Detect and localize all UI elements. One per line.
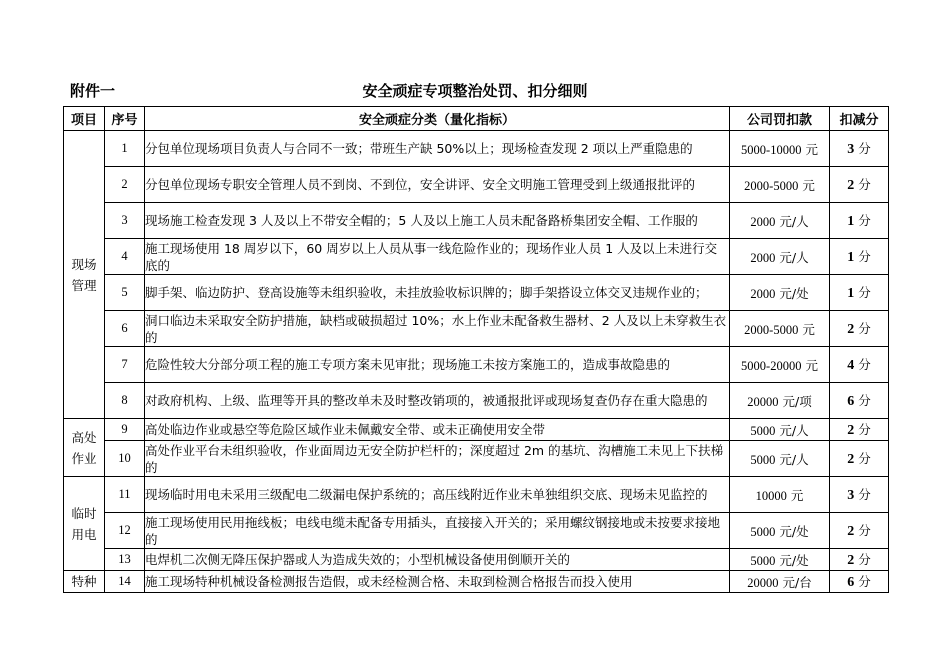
deduction-unit: 分	[858, 177, 871, 192]
deduction-points: 4	[847, 358, 855, 373]
category-line: 作业	[71, 450, 97, 466]
category-line: 用电	[71, 526, 97, 542]
deduction-unit: 分	[858, 141, 871, 156]
row-description: 对政府机构、上级、监理等开具的整改单未及时整改销项的，被通报批评或现场复查仍存在重大隐患的	[145, 383, 730, 419]
deduction-unit: 分	[858, 552, 871, 567]
row-deduction	[830, 167, 889, 203]
table-row	[64, 571, 889, 593]
row-description: 高处作业平台未组织验收，作业面周边无安全防护栏杆的；深度超过 2m 的基坑、沟槽施工未见上下扶梯的	[145, 441, 730, 477]
penalty-amount: 2000	[750, 286, 776, 301]
table-row	[64, 167, 889, 203]
penalty-unit: 元/项	[782, 393, 812, 409]
deduction-unit: 分	[858, 523, 871, 538]
penalty-amount: 2000	[750, 250, 776, 265]
penalty-amount: 5000	[750, 452, 776, 467]
penalty-unit: 元/台	[782, 574, 812, 590]
row-penalty	[730, 477, 830, 513]
row-description: 电焊机二次侧无降压保护器或人为造成失效的；小型机械设备使用倒顺开关的	[145, 549, 730, 571]
row-number: 3	[105, 203, 145, 239]
penalty-amount: 20000	[747, 394, 779, 409]
deduction-points: 2	[847, 322, 855, 337]
penalty-unit: 元/处	[779, 285, 809, 301]
table-row	[64, 513, 889, 549]
deduction-points: 3	[847, 142, 855, 157]
row-deduction	[830, 275, 889, 311]
header-row	[64, 107, 889, 131]
deduction-points: 2	[847, 178, 855, 193]
document-title: 安全顽症专项整治处罚、扣分细则	[362, 82, 588, 100]
category-site-management	[64, 131, 105, 419]
deduction-points: 1	[847, 214, 855, 229]
row-number: 10	[105, 441, 145, 477]
row-number: 5	[105, 275, 145, 311]
row-number: 11	[105, 477, 145, 513]
category-line: 管理	[71, 277, 97, 293]
row-penalty	[730, 275, 830, 311]
row-penalty	[730, 239, 830, 275]
deduction-points: 6	[847, 394, 855, 409]
deduction-points: 1	[847, 286, 855, 301]
row-number: 12	[105, 513, 145, 549]
header-penalty: 公司罚扣款	[730, 107, 830, 131]
table-row	[64, 347, 889, 383]
row-description: 脚手架、临边防护、登高设施等未组织验收，未挂放验收标识牌的；脚手架搭设立体交叉违规作业的；	[145, 275, 730, 311]
penalty-amount: 2000-5000	[744, 322, 799, 337]
row-number: 2	[105, 167, 145, 203]
row-number: 13	[105, 549, 145, 571]
deduction-points: 2	[847, 423, 855, 438]
table-row	[64, 383, 889, 419]
penalty-unit: 元	[802, 321, 815, 337]
header-description: 安全顽症分类（量化指标）	[145, 107, 730, 131]
category-special-equipment	[64, 571, 105, 593]
row-number: 1	[105, 131, 145, 167]
row-penalty	[730, 441, 830, 477]
penalty-amount: 5000-10000	[741, 142, 802, 157]
row-number: 8	[105, 383, 145, 419]
deduction-unit: 分	[858, 487, 871, 502]
row-number: 14	[105, 571, 145, 593]
table-row	[64, 549, 889, 571]
row-penalty	[730, 571, 830, 593]
header-category: 项目	[64, 107, 105, 131]
category-line: 临时	[71, 505, 97, 521]
row-deduction	[830, 477, 889, 513]
table-row	[64, 275, 889, 311]
row-description: 分包单位现场项目负责人与合同不一致；带班生产缺 50%以上；现场检查发现 2 项以上严重隐患的	[145, 131, 730, 167]
category-line: 现场	[71, 256, 97, 272]
penalty-amount: 5000	[750, 553, 776, 568]
deduction-points: 2	[847, 524, 855, 539]
deduction-points: 2	[847, 553, 855, 568]
deduction-unit: 分	[858, 213, 871, 228]
category-line: 特种	[71, 574, 97, 589]
penalty-amount: 2000-5000	[744, 178, 799, 193]
row-deduction	[830, 203, 889, 239]
row-deduction	[830, 549, 889, 571]
penalty-amount: 5000	[750, 524, 776, 539]
row-deduction	[830, 513, 889, 549]
row-description: 高处临边作业或悬空等危险区域作业未佩戴安全带、或未正确使用安全带	[145, 419, 730, 441]
penalty-unit: 元	[790, 487, 804, 503]
row-penalty	[730, 347, 830, 383]
row-penalty	[730, 513, 830, 549]
penalty-unit: 元/处	[779, 523, 809, 539]
penalty-amount: 5000-20000	[741, 358, 802, 373]
deduction-unit: 分	[858, 321, 871, 336]
table-row	[64, 239, 889, 275]
deduction-points: 3	[847, 488, 855, 503]
penalty-table	[63, 106, 889, 593]
deduction-unit: 分	[858, 357, 871, 372]
row-deduction	[830, 347, 889, 383]
deduction-unit: 分	[858, 574, 871, 589]
row-penalty	[730, 311, 830, 347]
deduction-unit: 分	[858, 451, 871, 466]
row-description: 危险性较大分部分项工程的施工专项方案未见审批；现场施工未按方案施工的，造成事故隐患的	[145, 347, 730, 383]
table-row	[64, 131, 889, 167]
row-deduction	[830, 239, 889, 275]
table-row	[64, 477, 889, 513]
table-row	[64, 311, 889, 347]
table-row	[64, 203, 889, 239]
deduction-unit: 分	[858, 393, 871, 408]
row-number: 6	[105, 311, 145, 347]
penalty-unit: 元	[802, 177, 815, 193]
row-deduction	[830, 441, 889, 477]
row-description: 施工现场特种机械设备检测报告造假，或未经检测合格、未取到检测合格报告而投入使用	[145, 571, 730, 593]
penalty-unit: 元/处	[779, 552, 809, 568]
category-temp-power	[64, 477, 105, 571]
row-deduction	[830, 311, 889, 347]
row-penalty	[730, 549, 830, 571]
penalty-amount: 5000	[750, 423, 776, 438]
row-description: 现场施工检查发现 3 人及以上不带安全帽的；5 人及以上施工人员未配备路桥集团安全帽、工作服的	[145, 203, 730, 239]
row-deduction	[830, 419, 889, 441]
table-row	[64, 441, 889, 477]
penalty-amount: 2000	[750, 214, 776, 229]
deduction-unit: 分	[858, 422, 871, 437]
deduction-points: 2	[847, 452, 855, 467]
category-line: 高处	[71, 429, 97, 445]
category-height-work	[64, 419, 105, 477]
row-description: 施工现场使用 18 周岁以下，60 周岁以上人员从事一线危险作业的；现场作业人员 1 人及以上未进行交底的	[145, 239, 730, 275]
header-deduction: 扣减分	[830, 107, 889, 131]
row-penalty	[730, 131, 830, 167]
row-number: 7	[105, 347, 145, 383]
row-description: 施工现场使用民用拖线板；电线电缆未配备专用插头，直接接入开关的；采用螺纹钢接地或未按要求接地的	[145, 513, 730, 549]
row-penalty	[730, 419, 830, 441]
penalty-unit: 元/人	[779, 422, 809, 438]
row-deduction	[830, 383, 889, 419]
deduction-unit: 分	[858, 249, 871, 264]
row-deduction	[830, 571, 889, 593]
penalty-amount: 20000	[747, 575, 779, 590]
deduction-points: 1	[847, 250, 855, 265]
penalty-amount: 10000	[755, 488, 787, 503]
penalty-unit: 元	[805, 141, 818, 157]
row-penalty	[730, 167, 830, 203]
row-description: 分包单位现场专职安全管理人员不到岗、不到位，安全讲评、安全文明施工管理受到上级通报批评的	[145, 167, 730, 203]
row-description: 洞口临边未采取安全防护措施，缺档或破损超过 10%；水上作业未配备救生器材、2 人及以上未穿救生衣的	[145, 311, 730, 347]
row-description: 现场临时用电未采用三级配电二级漏电保护系统的；高压线附近作业未单独组织交底、现场未见监控的	[145, 477, 730, 513]
table-row	[64, 419, 889, 441]
deduction-points: 6	[847, 575, 855, 590]
header-no: 序号	[105, 107, 145, 131]
attachment-label: 附件一	[70, 82, 116, 100]
penalty-unit: 元/人	[779, 451, 809, 467]
penalty-unit: 元/人	[779, 213, 809, 229]
row-number: 4	[105, 239, 145, 275]
row-number: 9	[105, 419, 145, 441]
row-deduction	[830, 131, 889, 167]
penalty-unit: 元/人	[779, 249, 809, 265]
deduction-unit: 分	[858, 285, 871, 300]
penalty-unit: 元	[805, 357, 818, 373]
row-penalty	[730, 203, 830, 239]
row-penalty	[730, 383, 830, 419]
